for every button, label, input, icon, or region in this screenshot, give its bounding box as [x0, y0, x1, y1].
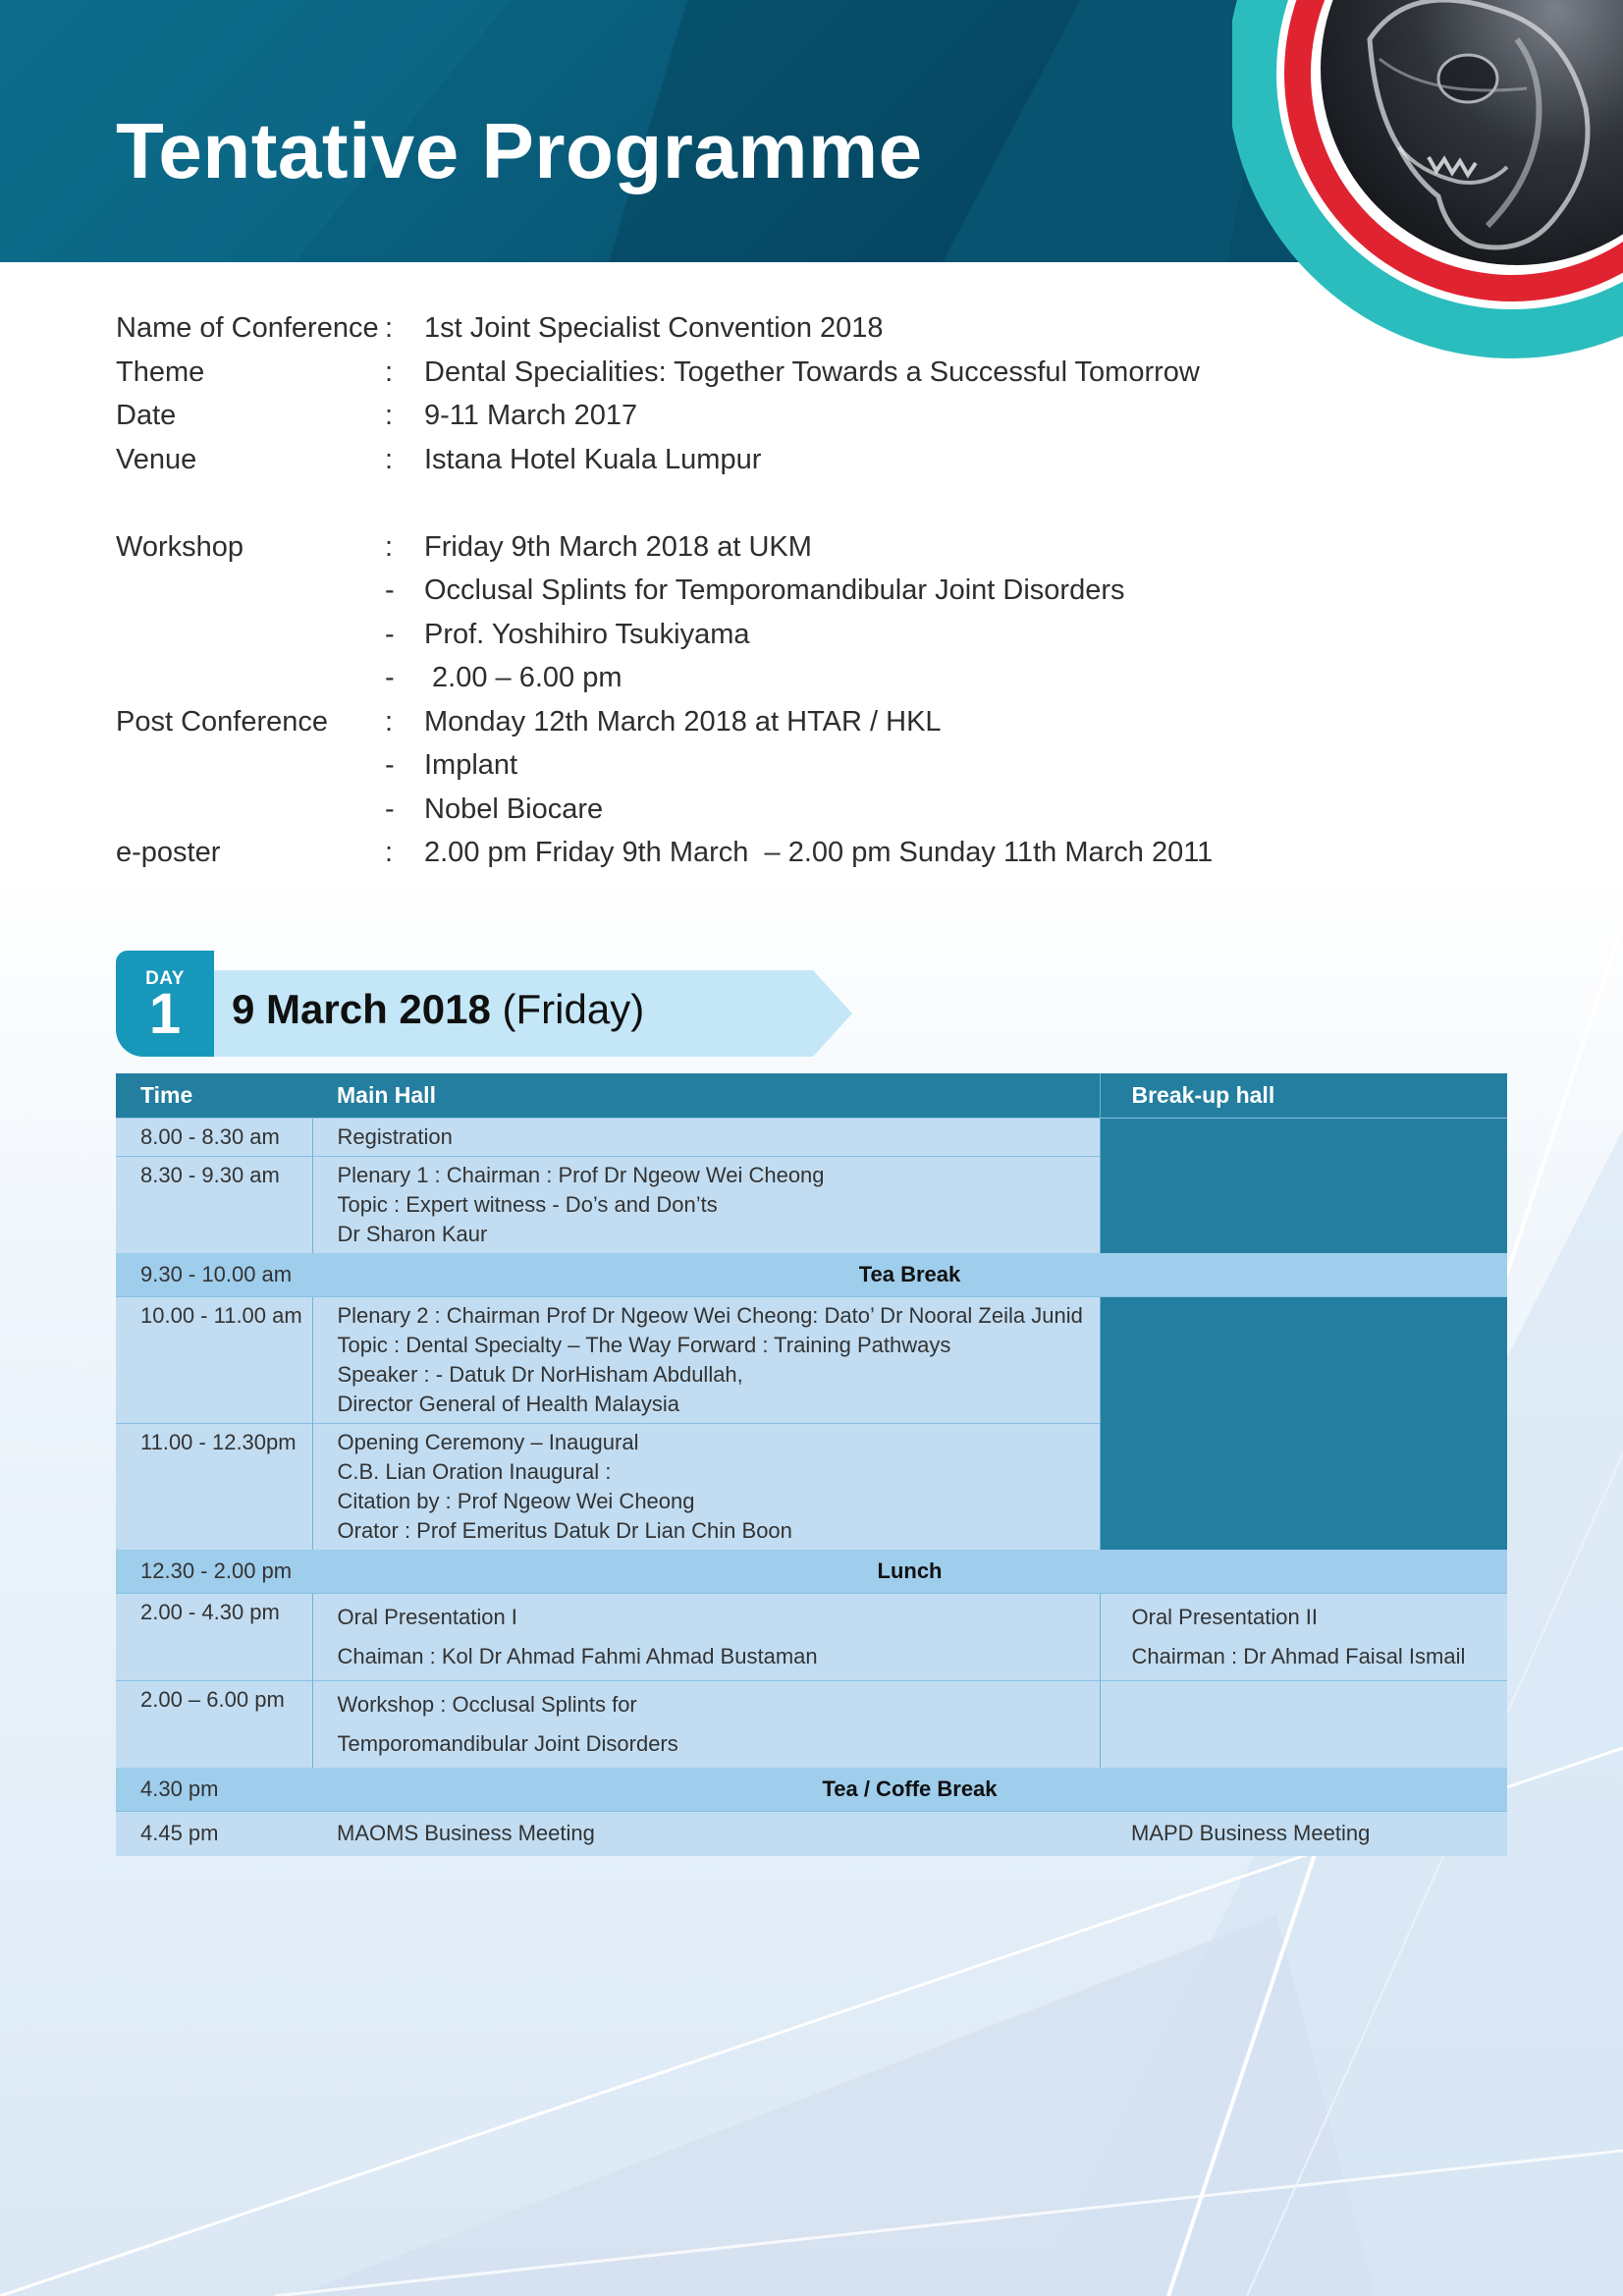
time-cell: 8.30 - 9.30 am: [116, 1156, 312, 1253]
breakup-cell: [1100, 1680, 1507, 1768]
main-cell: [312, 1593, 1100, 1680]
detail-value: Implant: [424, 749, 518, 781]
detail-row: [116, 569, 1213, 613]
detail-separator: -: [385, 662, 395, 693]
info-label: Theme: [116, 355, 205, 388]
detail-label: [116, 656, 385, 700]
header-main-hall: Main Hall: [312, 1073, 1100, 1118]
main-cell: [312, 1156, 1100, 1253]
break-row: [116, 1253, 1507, 1297]
main-line: MAOMS Business Meeting: [337, 1821, 595, 1846]
main-line: C.B. Lian Oration Inaugural :: [337, 1458, 612, 1484]
time-cell: 9.30 - 10.00 am: [116, 1253, 312, 1297]
break-row: [116, 1550, 1507, 1594]
breakup-empty-cell: [1100, 1296, 1507, 1550]
detail-value: Monday 12th March 2018 at HTAR / HKL: [424, 705, 942, 738]
page-title: Tentative Programme: [116, 107, 923, 194]
detail-label: e-poster: [116, 837, 221, 868]
main-line: Plenary 2 : Chairman Prof Dr Ngeow Wei Cheong: Dato’ Dr Nooral Zeila Junid: [337, 1302, 1083, 1328]
main-cell: [312, 1423, 1100, 1550]
time-cell: 4.45 pm: [116, 1811, 312, 1856]
main-line: Topic : Dental Specialty – The Way Forward : Training Pathways: [337, 1332, 951, 1357]
info-value: 9-11 March 2017: [424, 400, 638, 431]
breakup-empty-cell: [1100, 1118, 1507, 1253]
breakup-line: Oral Presentation II: [1131, 1604, 1319, 1629]
table-row: [116, 1296, 1507, 1423]
day-number: 1: [148, 982, 182, 1046]
detail-label: Post Conference: [116, 705, 329, 738]
info-label: Date: [116, 400, 177, 431]
time-cell: 11.00 - 12.30pm: [116, 1423, 312, 1550]
header-breakup-hall: Break-up hall: [1100, 1073, 1507, 1118]
detail-value: Prof. Yoshihiro Tsukiyama: [424, 618, 750, 650]
time-cell: 10.00 - 11.00 am: [116, 1296, 312, 1423]
info-row: [116, 438, 1213, 482]
main-line: Citation by : Prof Ngeow Wei Cheong: [337, 1488, 695, 1513]
detail-row: [116, 831, 1213, 875]
main-line: Dr Sharon Kaur: [337, 1221, 488, 1246]
detail-row: [116, 613, 1213, 657]
table-header-row: [116, 1073, 1507, 1118]
time-cell: 2.00 – 6.00 pm: [116, 1680, 312, 1768]
breakup-line: Chairman : Dr Ahmad Faisal Ismail: [1131, 1643, 1466, 1668]
info-separator: :: [385, 355, 394, 388]
detail-separator: :: [385, 837, 394, 868]
info-value: Dental Specialities: Together Towards a Successful Tomorrow: [424, 355, 1200, 388]
table-row: [116, 1680, 1507, 1768]
main-line: Plenary 1 : Chairman : Prof Dr Ngeow Wei Cheong: [337, 1162, 825, 1187]
detail-label: [116, 743, 385, 788]
detail-row: [116, 743, 1213, 788]
info-separator: :: [385, 312, 394, 344]
main-line: Oral Presentation I: [337, 1604, 517, 1629]
day-badge: [116, 951, 214, 1057]
detail-label: Workshop: [116, 530, 244, 563]
main-line: Director General of Health Malaysia: [337, 1391, 679, 1416]
time-cell: 8.00 - 8.30 am: [116, 1118, 312, 1156]
detail-value: Nobel Biocare: [424, 793, 604, 825]
day-label: DAY: [145, 968, 185, 989]
info-row: [116, 351, 1213, 395]
time-cell: 4.30 pm: [116, 1768, 312, 1812]
main-line: Orator : Prof Emeritus Datuk Dr Lian Chin Boon: [337, 1517, 792, 1543]
info-row: [116, 394, 1213, 438]
detail-separator: :: [385, 705, 394, 738]
break-label: Lunch: [312, 1550, 1507, 1594]
break-row: [116, 1768, 1507, 1812]
skull-xray-icon: [1232, 0, 1623, 378]
detail-separator: -: [385, 749, 395, 781]
info-separator: :: [385, 443, 394, 475]
detail-value: 2.00 pm Friday 9th March – 2.00 pm Sunday 11th March 2011: [424, 837, 1214, 868]
header-time: Time: [116, 1073, 312, 1118]
detail-label: [116, 613, 385, 657]
time-cell: 2.00 - 4.30 pm: [116, 1593, 312, 1680]
main-line: Opening Ceremony – Inaugural: [337, 1429, 639, 1454]
detail-label: [116, 569, 385, 613]
day-date-text: [232, 986, 644, 1033]
main-line: Topic : Expert witness - Do’s and Don’ts: [337, 1191, 718, 1217]
detail-row: [116, 788, 1213, 832]
info-value: Istana Hotel Kuala Lumpur: [424, 443, 762, 475]
detail-separator: -: [385, 618, 395, 650]
table-row: [116, 1811, 1507, 1856]
breakup-cell: [1100, 1593, 1507, 1680]
main-cell: [312, 1680, 1100, 1768]
detail-value: Friday 9th March 2018 at UKM: [424, 530, 812, 563]
main-cell: [312, 1296, 1100, 1423]
main-line: Temporomandibular Joint Disorders: [337, 1730, 678, 1756]
programme-table: [116, 1073, 1507, 1856]
table-row: [116, 1118, 1507, 1156]
main-line: Chaiman : Kol Dr Ahmad Fahmi Ahmad Bustaman: [337, 1643, 818, 1668]
conference-info: [116, 306, 1213, 875]
info-label: Name of Conference: [116, 312, 379, 344]
table-row: [116, 1593, 1507, 1680]
break-label: Tea / Coffe Break: [312, 1768, 1507, 1812]
day-heading: [116, 951, 744, 1059]
main-line: Workshop : Occlusal Splints for: [337, 1691, 637, 1717]
detail-row: [116, 700, 1213, 744]
info-label: Venue: [116, 443, 197, 475]
detail-row: [116, 656, 1213, 700]
main-line: Speaker : - Datuk Dr NorHisham Abdullah,: [337, 1361, 743, 1387]
main-line: Registration: [337, 1123, 453, 1149]
detail-separator: -: [385, 793, 395, 825]
info-row: [116, 306, 1213, 351]
detail-value: Occlusal Splints for Temporomandibular Joint Disorders: [424, 574, 1125, 606]
detail-separator: :: [385, 530, 394, 563]
detail-separator: -: [385, 574, 395, 606]
main-cell: [312, 1118, 1100, 1156]
main-cell: [312, 1811, 1100, 1856]
detail-value: 2.00 – 6.00 pm: [424, 662, 622, 693]
breakup-cell: [1100, 1811, 1507, 1856]
breakup-line: MAPD Business Meeting: [1131, 1821, 1371, 1846]
break-label: Tea Break: [312, 1253, 1507, 1297]
day-weekday: (Friday): [502, 986, 645, 1032]
info-value: 1st Joint Specialist Convention 2018: [424, 312, 884, 344]
info-separator: :: [385, 400, 394, 431]
time-cell: 12.30 - 2.00 pm: [116, 1550, 312, 1594]
detail-row: [116, 525, 1213, 570]
detail-label: [116, 788, 385, 832]
day-date: 9 March 2018: [232, 986, 491, 1032]
